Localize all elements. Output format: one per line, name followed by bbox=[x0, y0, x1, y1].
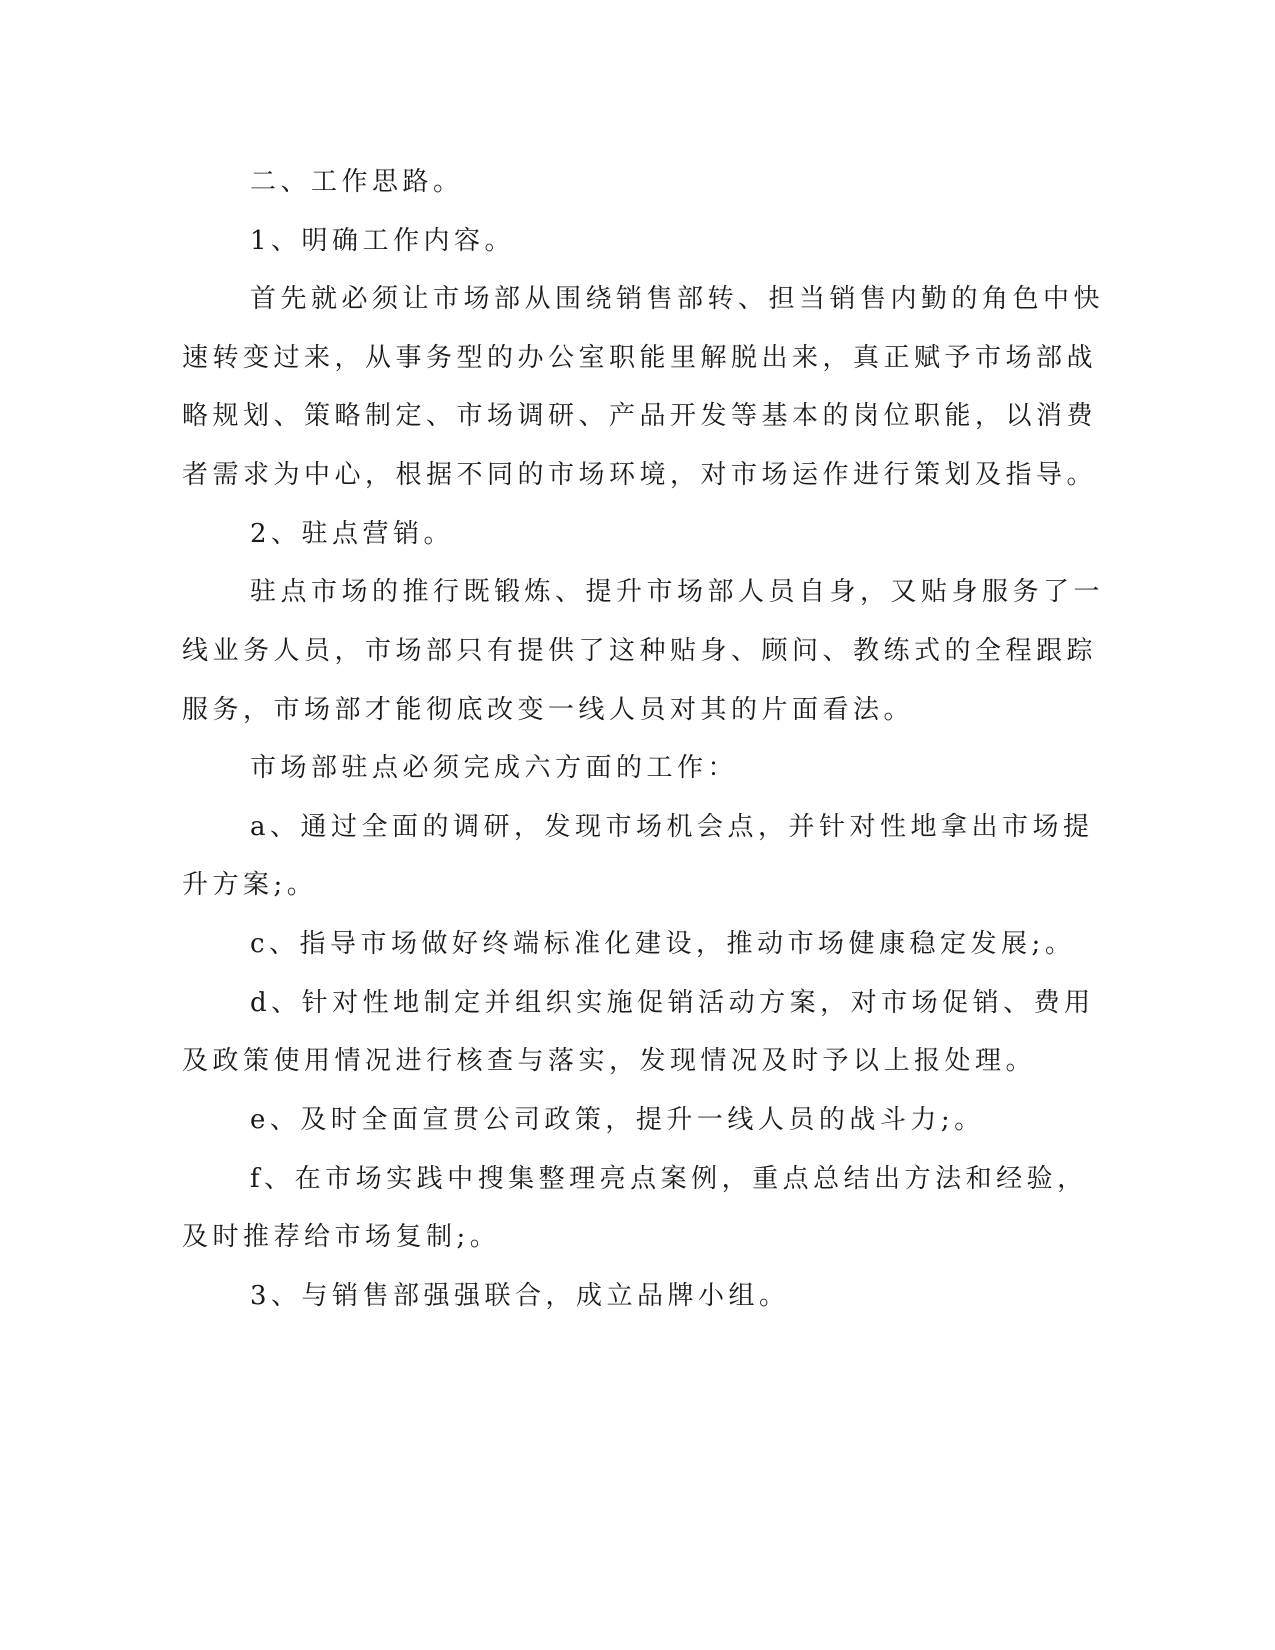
paragraph-line: 首先就必须让市场部从围绕销售部转、担当销售内勤的角色中快 bbox=[250, 284, 1105, 314]
paragraph-line: 者需求为中心，根据不同的市场环境，对市场运作进行策划及指导。 bbox=[182, 460, 1098, 490]
list-item-line: d、针对性地制定并组织实施促销活动方案，对市场促销、费用 bbox=[250, 988, 1095, 1018]
paragraph-line: 市场部驻点必须完成六方面的工作： bbox=[250, 753, 739, 783]
list-item-line: f、在市场实践中搜集整理亮点案例，重点总结出方法和经验， bbox=[250, 1164, 1088, 1194]
list-item-line: 升方案;。 bbox=[182, 870, 318, 900]
subsection-heading: 3、与销售部强强联合，成立品牌小组。 bbox=[250, 1281, 790, 1311]
list-item-line: 及政策使用情况进行核查与落实，发现情况及时予以上报处理。 bbox=[182, 1046, 1037, 1076]
list-item-line: 及时推荐给市场复制;。 bbox=[182, 1222, 501, 1252]
section-heading: 二、工作思路。 bbox=[250, 167, 464, 197]
list-item-line: e、及时全面宣贯公司政策，提升一线人员的战斗力;。 bbox=[250, 1105, 985, 1135]
paragraph-line: 服务，市场部才能彻底改变一线人员对其的片面看法。 bbox=[182, 695, 915, 725]
paragraph-line: 略规划、策略制定、市场调研、产品开发等基本的岗位职能，以消费 bbox=[182, 401, 1098, 431]
subsection-heading: 2、驻点营销。 bbox=[250, 519, 455, 549]
list-item-line: a、通过全面的调研，发现市场机会点，并针对性地拿出市场提 bbox=[250, 812, 1094, 842]
list-item-line: c、指导市场做好终端标准化建设，推动市场健康稳定发展;。 bbox=[250, 929, 1076, 959]
subsection-heading: 1、明确工作内容。 bbox=[250, 226, 516, 256]
paragraph-line: 线业务人员，市场部只有提供了这种贴身、顾问、教练式的全程跟踪 bbox=[182, 636, 1098, 666]
paragraph-line: 速转变过来，从事务型的办公室职能里解脱出来，真正赋予市场部战 bbox=[182, 343, 1098, 373]
paragraph-line: 驻点市场的推行既锻炼、提升市场部人员自身，又贴身服务了一 bbox=[250, 577, 1105, 607]
